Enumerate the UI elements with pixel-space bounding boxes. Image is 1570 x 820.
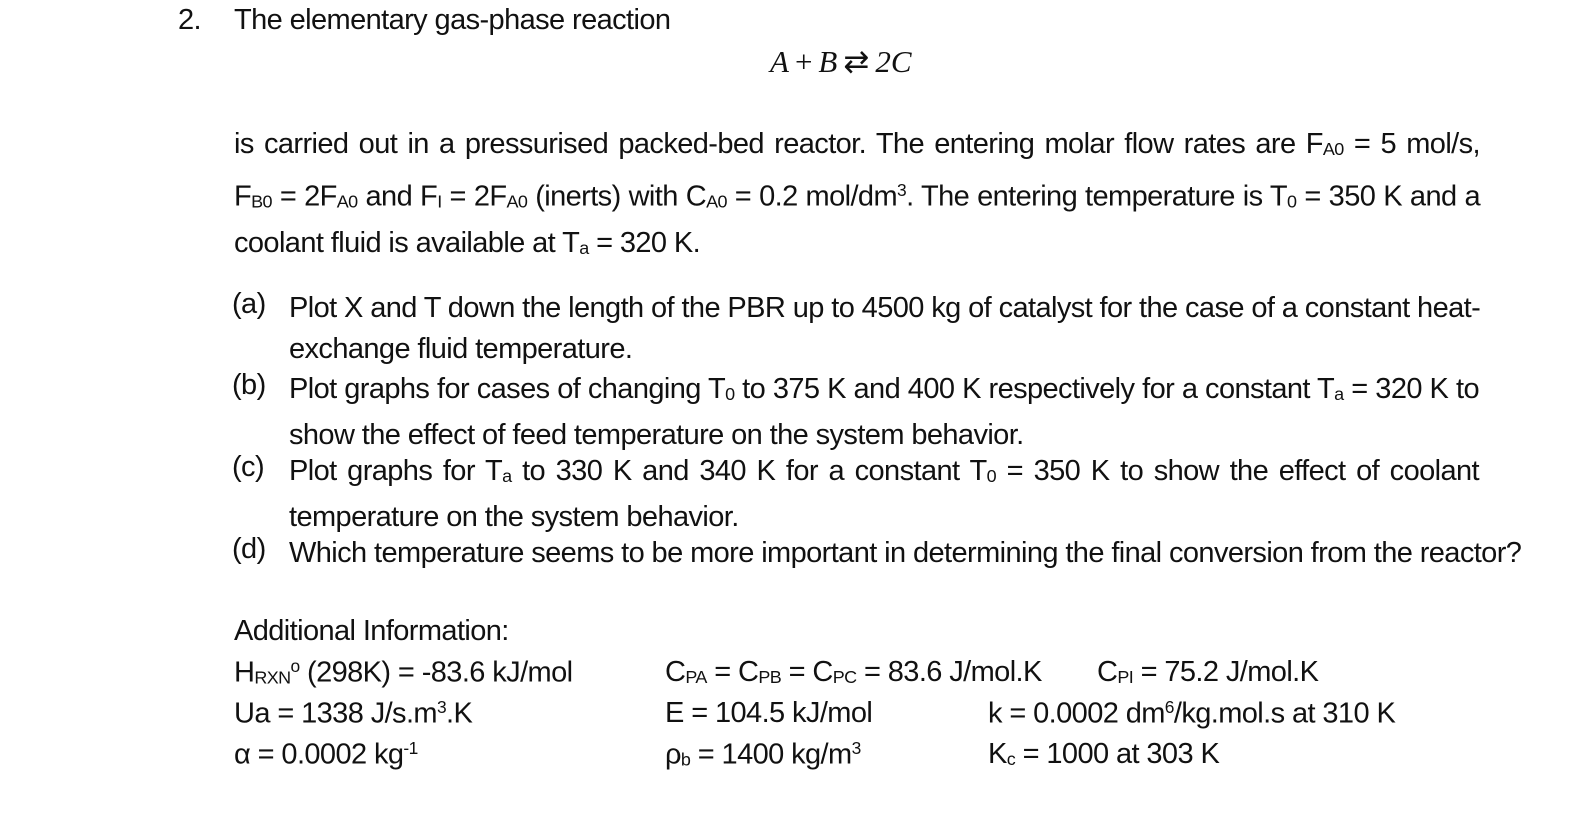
activation-energy-value: E = 104.5 kJ/mol	[665, 697, 873, 729]
species-b: B	[818, 44, 838, 79]
intro-line-2: $F_{B0} = 2F_{A0}$ and $F_I = 2F_{A0}$ (inerts) with $C_{A0} = 0.2$ mol/$dm^3$. The entering temperature is $T_0 = 350$ K and a	[234, 180, 1480, 213]
equilibrium-arrow-icon: ⇄	[843, 44, 870, 79]
plus-sign: +	[794, 44, 813, 79]
rate-constant-value: k = 0.0002 $dm^6/kg.mol.s$ at 310 K	[988, 697, 1396, 730]
species-a: A	[770, 44, 789, 79]
problem-number: 2.	[178, 4, 201, 36]
reaction-equation	[770, 44, 912, 80]
additional-heading: Additional Information:	[234, 615, 509, 647]
part-c-label: (c)	[232, 451, 265, 483]
ua-value: Ua = 1338 $J/s.m^3.K$	[234, 697, 473, 730]
part-b-text: Plot graphs for cases of changing $T_0$ to 375 K and 400 K respectively for a constant $T_a = 320$ K to show the effect of feed temperature on the system behavior.	[289, 373, 1479, 452]
part-c-text: Plot graphs for $T_a$ to 330 K and 340 K for a constant $T_0 = 350$ K to show the effect of coolant temperature on the system behavior.	[289, 455, 1479, 534]
intro-line-1: is carried out in a pressurised packed-bed reactor. The entering molar flow rates are $F_{A0} = 5$ mol/s,	[234, 128, 1480, 160]
part-a-text: Plot X and T down the length of the PBR up to 4500 kg of catalyst for the case of a constant heat- exchange fluid temperature.	[289, 292, 1481, 365]
problem-title: The elementary gas-phase reaction	[234, 4, 671, 36]
cp-values: $C_{PA} = C_{PB} = C_{PC} = 83.6$ J/mol.K	[665, 656, 1042, 688]
part-d-label: (d)	[232, 533, 266, 565]
alpha-value: α = 0.0002 $kg^{-1}$	[234, 738, 418, 771]
cpi-value: $C_{PI} = 75.2$ J/mol.K	[1097, 656, 1319, 688]
rho-b-value: $\rho_b = 1400$ $kg/m^3$	[665, 738, 861, 771]
intro-line-3: coolant fluid is available at $T_a = 320$ K.	[234, 226, 701, 259]
part-b-label: (b)	[232, 369, 266, 401]
equilibrium-constant-value: $K_c = 1000$ at 303 K	[988, 738, 1220, 770]
species-c: 2C	[875, 44, 912, 79]
hrxn-value: $H_{RXN}^o$ (298K) = -83.6 kJ/mol	[234, 656, 573, 689]
part-d-text: Which temperature seems to be more important in determining the final conversion from the reactor?	[289, 537, 1522, 569]
part-a-label: (a)	[232, 288, 266, 320]
intro-paragraph	[234, 124, 1480, 269]
